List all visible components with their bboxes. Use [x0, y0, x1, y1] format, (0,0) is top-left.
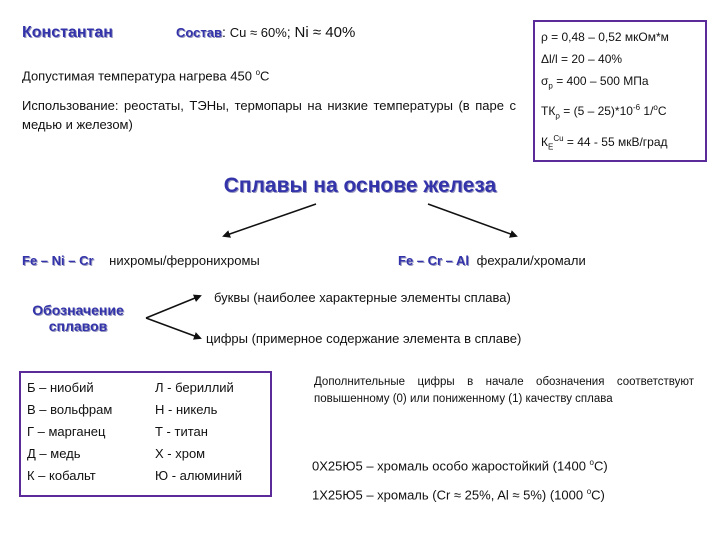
prop-thermo-emf: $К_Е^{Cu} = 44 - 55$ мкВ/град: [541, 133, 668, 152]
composition-colon: :: [221, 24, 230, 40]
composition-label: Состав: [176, 25, 222, 40]
page-title: Константан: [22, 24, 113, 41]
prop-elongation: Δl/l = 20 – 40%: [541, 52, 623, 66]
composition-ni: Ni ≈ 40%: [294, 24, 356, 41]
composition-separator: ;: [286, 24, 295, 40]
left-branch-formula: Fe – Ni – Cr: [22, 253, 94, 268]
left-branch-desc: нихромы/ферронихромы: [109, 253, 260, 268]
additional-digits-note: Дополнительные цифры в начале обозначения соответствуют повышенному (0) или пониженному (1) качеству сплава: [314, 376, 694, 405]
prop-resistivity: ρ = 0,48 – 0,52 мкОм*м: [541, 30, 669, 44]
right-branch-formula: Fe – Cr – Al: [398, 253, 470, 268]
legend-row: Б – ниобий Л - бериллий: [27, 380, 234, 395]
arrow-right-branch: [428, 204, 516, 236]
temperature-degree: о: [255, 68, 261, 77]
temperature-unit: С: [260, 68, 270, 84]
arrow-digits: [146, 318, 200, 338]
legend-row: В – вольфрам Н - никель: [27, 402, 218, 417]
designation-label-line1: Обозначение: [32, 302, 124, 318]
designation-label-line2: сплавов: [48, 318, 108, 334]
legend-row: Г – марганец Т - титан: [27, 424, 208, 439]
prop-tcr: $ТК_\rho = (5 - 25)*10^{-6}$ 1/$^о$С: [541, 103, 667, 121]
usage-paragraph: Использование: реостаты, ТЭНы, термопары на низкие температуры (в паре с медью и железом): [22, 98, 516, 132]
left-branch: [22, 253, 260, 268]
legend-row: Д – медь Х - хром: [27, 446, 206, 461]
prop-tensile-strength: $\sigma_р = 400 - 500$ МПа: [541, 74, 649, 91]
arrow-letters: [146, 296, 200, 318]
designation-label: [18, 302, 138, 334]
right-branch-desc: фехрали/хромали: [476, 253, 586, 268]
arrow-left-branch: [224, 204, 316, 236]
right-branch: [398, 253, 586, 268]
designation-letters: буквы (наиболее характерные элементы сплава): [214, 290, 511, 305]
temperature-text: Допустимая температура нагрева 450: [22, 68, 256, 84]
composition-cu: Cu ≈ 60%: [229, 25, 287, 40]
example-alloy-2: 1Х25Ю5 – хромаль (Cr ≈ 25%, Al ≈ 5%) (1000 $^о$С): [312, 487, 605, 503]
element-legend-box: [19, 371, 272, 497]
legend-row: К – кобальт Ю - алюминий: [27, 468, 243, 483]
example-alloy-1: 0Х25Ю5 – хромаль особо жаростойкий (1400 $^о$С): [312, 458, 608, 474]
designation-digits: цифры (примерное содержание элемента в сплаве): [206, 331, 522, 346]
section-heading: Сплавы на основе железа: [223, 174, 497, 197]
